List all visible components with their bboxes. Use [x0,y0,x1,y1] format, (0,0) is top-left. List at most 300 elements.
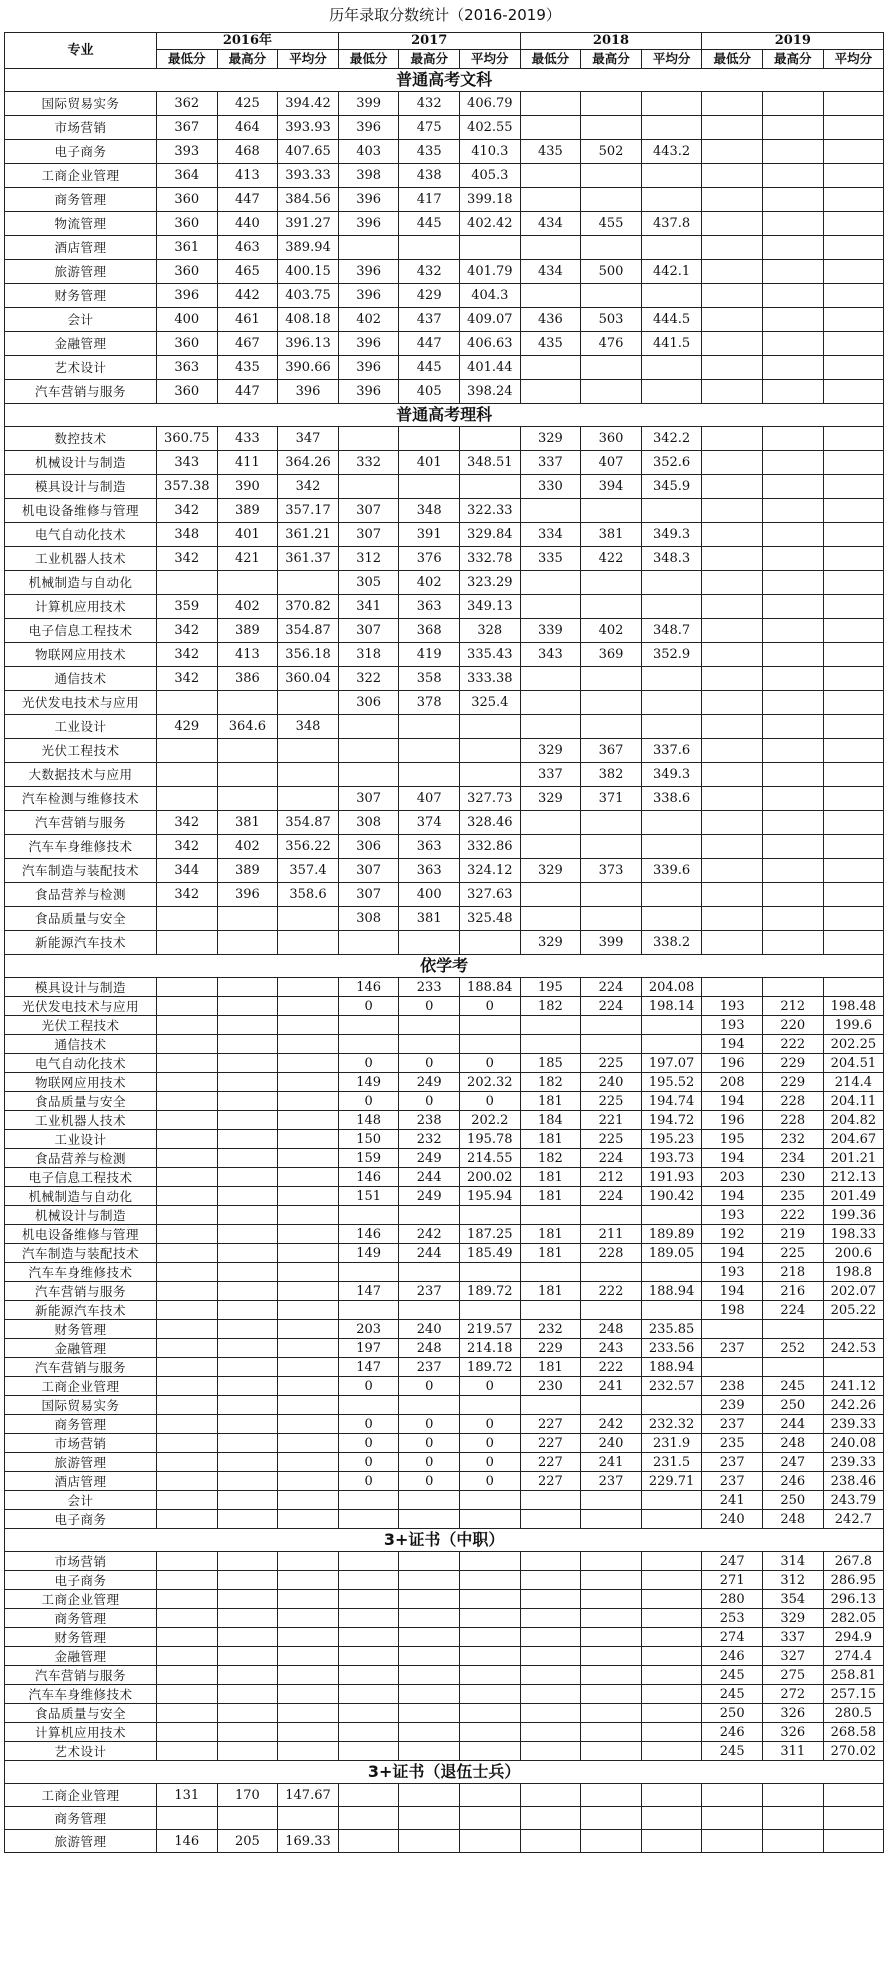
score-min-2016 [157,1339,218,1358]
score-max-2016 [217,1092,278,1111]
score-avg-2019 [823,116,884,140]
score-avg-2016 [278,1073,339,1092]
score-min-2018 [520,1491,581,1510]
score-max-2017 [399,1685,460,1704]
score-min-2016 [157,1358,218,1377]
score-max-2018 [581,1552,642,1571]
score-avg-2019: 198.48 [823,997,884,1016]
year-header-2017: 2017 [338,33,520,50]
year-header-2016: 2016年 [157,33,339,50]
score-min-2017 [338,1510,399,1529]
score-max-2019 [763,571,824,595]
score-min-2018: 329 [520,787,581,811]
score-min-2018: 227 [520,1415,581,1434]
score-min-2017: 0 [338,1092,399,1111]
score-min-2018 [520,284,581,308]
score-avg-2019 [823,883,884,907]
score-min-2018: 229 [520,1339,581,1358]
score-max-2017 [399,1742,460,1761]
score-min-2016: 393 [157,140,218,164]
score-max-2018 [581,1830,642,1853]
score-min-2018 [520,1510,581,1529]
score-min-2019 [702,260,763,284]
score-min-2016 [157,1704,218,1723]
score-min-2018 [520,1035,581,1054]
score-avg-2017 [460,1263,521,1282]
score-avg-2019 [823,260,884,284]
score-avg-2016 [278,1244,339,1263]
major-name: 物联网应用技术 [5,643,157,667]
score-max-2018 [581,595,642,619]
score-min-2019 [702,451,763,475]
table-row [5,284,884,308]
score-avg-2018 [641,1510,702,1529]
score-max-2017 [399,1647,460,1666]
score-max-2016 [217,1453,278,1472]
score-avg-2018: 231.5 [641,1453,702,1472]
score-max-2017: 0 [399,1472,460,1491]
major-name: 艺术设计 [5,1742,157,1761]
table-row [5,1453,884,1472]
table-row [5,1035,884,1054]
year-header-row [5,33,884,50]
table-row [5,1704,884,1723]
score-min-2017: 396 [338,188,399,212]
score-min-2017: 147 [338,1282,399,1301]
score-max-2017 [399,1263,460,1282]
score-max-2018: 225 [581,1130,642,1149]
score-min-2019 [702,284,763,308]
score-avg-2016: 361.37 [278,547,339,571]
score-max-2016: 433 [217,427,278,451]
score-min-2018: 232 [520,1320,581,1339]
table-row [5,1491,884,1510]
score-max-2019 [763,1784,824,1807]
score-min-2016: 343 [157,451,218,475]
table-row [5,1339,884,1358]
table-row [5,835,884,859]
table-row [5,188,884,212]
score-avg-2016: 364.26 [278,451,339,475]
table-row [5,1685,884,1704]
score-min-2019 [702,380,763,404]
major-name: 市场营销 [5,116,157,140]
score-max-2019 [763,883,824,907]
table-row [5,1666,884,1685]
score-min-2017 [338,1742,399,1761]
score-max-2016: 389 [217,499,278,523]
score-avg-2019: 202.07 [823,1282,884,1301]
min-score-header: 最低分 [702,50,763,69]
score-avg-2017: 409.07 [460,308,521,332]
score-max-2018 [581,1016,642,1035]
table-row [5,1187,884,1206]
score-avg-2018 [641,1206,702,1225]
major-name: 电子信息工程技术 [5,619,157,643]
score-max-2016 [217,1510,278,1529]
score-max-2017 [399,427,460,451]
score-max-2017 [399,763,460,787]
table-row [5,978,884,997]
table-row [5,1552,884,1571]
score-max-2018: 240 [581,1073,642,1092]
score-min-2017: 146 [338,1225,399,1244]
score-avg-2019 [823,308,884,332]
score-min-2018 [520,1704,581,1723]
max-score-header: 最高分 [581,50,642,69]
score-min-2017: 0 [338,1472,399,1491]
score-avg-2019 [823,547,884,571]
score-max-2016 [217,571,278,595]
score-avg-2016: 169.33 [278,1830,339,1853]
score-avg-2016: 354.87 [278,619,339,643]
score-avg-2018 [641,499,702,523]
score-max-2018: 237 [581,1472,642,1491]
score-min-2019 [702,116,763,140]
score-min-2017: 402 [338,308,399,332]
score-max-2017: 419 [399,643,460,667]
score-min-2016 [157,1111,218,1130]
table-row [5,883,884,907]
score-avg-2019 [823,92,884,116]
score-min-2017 [338,1666,399,1685]
score-min-2018: 195 [520,978,581,997]
score-max-2019: 212 [763,997,824,1016]
score-avg-2017: 348.51 [460,451,521,475]
score-max-2019: 228 [763,1111,824,1130]
score-min-2017: 149 [338,1073,399,1092]
score-min-2017: 308 [338,907,399,931]
score-min-2018 [520,1301,581,1320]
score-min-2016 [157,997,218,1016]
score-avg-2017 [460,1723,521,1742]
score-max-2018 [581,571,642,595]
score-avg-2016 [278,1552,339,1571]
score-max-2016 [217,739,278,763]
score-min-2017 [338,1035,399,1054]
major-name: 汽车营销与服务 [5,1358,157,1377]
score-max-2018 [581,1206,642,1225]
table-row [5,1609,884,1628]
score-max-2017: 244 [399,1168,460,1187]
score-avg-2018 [641,164,702,188]
score-avg-2018: 443.2 [641,140,702,164]
score-min-2017: 396 [338,380,399,404]
table-row [5,1590,884,1609]
score-avg-2018: 352.6 [641,451,702,475]
score-min-2016 [157,1377,218,1396]
score-min-2017 [338,1206,399,1225]
score-max-2017 [399,1301,460,1320]
major-name: 工业机器人技术 [5,547,157,571]
score-max-2018: 248 [581,1320,642,1339]
score-min-2017: 307 [338,619,399,643]
score-avg-2018 [641,1609,702,1628]
score-max-2017 [399,1016,460,1035]
major-name: 工商企业管理 [5,164,157,188]
major-name: 新能源汽车技术 [5,931,157,955]
score-max-2019 [763,1320,824,1339]
score-avg-2017: 398.24 [460,380,521,404]
score-max-2016: 440 [217,212,278,236]
score-min-2016 [157,1571,218,1590]
score-min-2018: 181 [520,1282,581,1301]
major-name: 财务管理 [5,1628,157,1647]
score-min-2018 [520,907,581,931]
score-avg-2017: 219.57 [460,1320,521,1339]
score-avg-2019: 268.58 [823,1723,884,1742]
score-max-2017: 445 [399,212,460,236]
score-max-2018 [581,356,642,380]
score-max-2018 [581,1723,642,1742]
score-max-2019: 326 [763,1704,824,1723]
score-avg-2019 [823,1358,884,1377]
score-min-2017: 0 [338,1377,399,1396]
major-name: 机电设备维修与管理 [5,1225,157,1244]
score-max-2018 [581,188,642,212]
major-name: 食品质量与安全 [5,1704,157,1723]
score-avg-2017 [460,1704,521,1723]
table-row [5,1830,884,1853]
score-max-2018: 502 [581,140,642,164]
score-min-2019 [702,643,763,667]
section-header-row [5,955,884,978]
score-avg-2016 [278,571,339,595]
score-min-2019 [702,499,763,523]
major-column-header: 专业 [5,33,157,69]
score-max-2016: 463 [217,236,278,260]
score-avg-2019 [823,787,884,811]
score-max-2017: 363 [399,835,460,859]
score-max-2016 [217,1415,278,1434]
score-max-2019: 327 [763,1647,824,1666]
score-min-2018: 182 [520,1149,581,1168]
score-avg-2018: 342.2 [641,427,702,451]
score-min-2016: 342 [157,667,218,691]
score-min-2016 [157,1035,218,1054]
table-row [5,619,884,643]
major-name: 模具设计与制造 [5,475,157,499]
score-min-2018: 339 [520,619,581,643]
score-min-2017: 396 [338,284,399,308]
score-avg-2019 [823,739,884,763]
score-min-2016 [157,1807,218,1830]
table-row [5,451,884,475]
score-max-2018: 402 [581,619,642,643]
score-min-2019: 196 [702,1111,763,1130]
min-score-header: 最低分 [338,50,399,69]
score-max-2018 [581,164,642,188]
score-avg-2017: 322.33 [460,499,521,523]
score-max-2018 [581,499,642,523]
score-max-2018: 399 [581,931,642,955]
score-max-2019 [763,739,824,763]
score-avg-2016 [278,1225,339,1244]
section-body [5,1529,884,1761]
score-min-2017: 396 [338,356,399,380]
score-avg-2016: 358.6 [278,883,339,907]
score-max-2019 [763,931,824,955]
score-max-2018 [581,907,642,931]
score-min-2017: 307 [338,883,399,907]
score-avg-2016: 391.27 [278,212,339,236]
score-min-2016: 342 [157,835,218,859]
score-avg-2017: 404.3 [460,284,521,308]
score-avg-2017: 0 [460,1434,521,1453]
score-min-2019 [702,212,763,236]
table-row [5,116,884,140]
score-max-2016: 205 [217,1830,278,1853]
score-min-2019 [702,1807,763,1830]
score-max-2016 [217,1396,278,1415]
score-avg-2019: 258.81 [823,1666,884,1685]
score-min-2018: 181 [520,1225,581,1244]
major-name: 汽车营销与服务 [5,811,157,835]
score-avg-2017: 189.72 [460,1358,521,1377]
score-avg-2016 [278,1282,339,1301]
score-max-2019: 248 [763,1434,824,1453]
major-name: 工业设计 [5,715,157,739]
score-max-2019 [763,811,824,835]
score-avg-2017 [460,427,521,451]
score-min-2019 [702,92,763,116]
avg-score-header: 平均分 [823,50,884,69]
score-max-2019: 250 [763,1491,824,1510]
score-min-2016: 360 [157,260,218,284]
score-avg-2017 [460,1301,521,1320]
score-max-2017: 363 [399,595,460,619]
score-avg-2019 [823,1320,884,1339]
score-avg-2017: 401.44 [460,356,521,380]
score-min-2018: 435 [520,140,581,164]
score-max-2016 [217,1685,278,1704]
score-min-2017: 147 [338,1358,399,1377]
score-max-2017 [399,1035,460,1054]
score-max-2016 [217,1282,278,1301]
score-min-2017 [338,1609,399,1628]
score-min-2017: 0 [338,1434,399,1453]
score-min-2017: 197 [338,1339,399,1358]
table-row [5,1784,884,1807]
score-avg-2017: 0 [460,1054,521,1073]
score-max-2019 [763,691,824,715]
score-max-2018: 369 [581,643,642,667]
section-title: 普通高考理科 [5,404,884,427]
score-max-2018: 394 [581,475,642,499]
score-max-2017: 447 [399,332,460,356]
score-max-2018: 225 [581,1054,642,1073]
score-avg-2018: 235.85 [641,1320,702,1339]
score-max-2017: 238 [399,1111,460,1130]
table-row [5,1054,884,1073]
major-name: 机械设计与制造 [5,1206,157,1225]
score-min-2016: 360 [157,188,218,212]
table-row [5,787,884,811]
score-max-2018: 422 [581,547,642,571]
score-max-2016: 413 [217,164,278,188]
table-row [5,1647,884,1666]
score-max-2016 [217,1016,278,1035]
major-name: 汽车营销与服务 [5,1282,157,1301]
score-max-2019: 252 [763,1339,824,1358]
score-avg-2018 [641,1647,702,1666]
score-avg-2018 [641,715,702,739]
score-avg-2018: 348.7 [641,619,702,643]
score-avg-2017: 325.48 [460,907,521,931]
score-min-2018: 181 [520,1168,581,1187]
major-name: 计算机应用技术 [5,1723,157,1742]
score-max-2017: 445 [399,356,460,380]
score-avg-2019: 239.33 [823,1453,884,1472]
score-min-2018 [520,164,581,188]
table-row [5,859,884,883]
section-title: 依学考 [5,955,884,978]
score-max-2018: 225 [581,1092,642,1111]
score-min-2016 [157,1282,218,1301]
score-avg-2017: 0 [460,1377,521,1396]
score-avg-2017: 214.55 [460,1149,521,1168]
major-name: 汽车营销与服务 [5,380,157,404]
score-max-2017: 432 [399,260,460,284]
score-avg-2019 [823,380,884,404]
score-min-2016 [157,691,218,715]
score-max-2017 [399,1206,460,1225]
score-min-2019 [702,739,763,763]
score-max-2018 [581,116,642,140]
score-avg-2018 [641,1590,702,1609]
score-max-2018 [581,1491,642,1510]
score-avg-2017: 401.79 [460,260,521,284]
score-avg-2017: 349.13 [460,595,521,619]
score-avg-2018: 442.1 [641,260,702,284]
score-min-2017 [338,931,399,955]
score-min-2019: 235 [702,1434,763,1453]
table-row [5,739,884,763]
score-min-2016: 429 [157,715,218,739]
score-max-2016: 468 [217,140,278,164]
score-min-2018: 434 [520,212,581,236]
score-avg-2019: 204.11 [823,1092,884,1111]
score-max-2019: 272 [763,1685,824,1704]
score-max-2016 [217,1647,278,1666]
score-min-2016: 396 [157,284,218,308]
score-max-2019 [763,547,824,571]
avg-score-header: 平均分 [460,50,521,69]
score-max-2016: 364.6 [217,715,278,739]
score-max-2019 [763,164,824,188]
score-max-2018: 242 [581,1415,642,1434]
major-name: 机械制造与自动化 [5,571,157,595]
score-max-2017 [399,1609,460,1628]
score-avg-2016 [278,1301,339,1320]
score-max-2019: 337 [763,1628,824,1647]
major-name: 会计 [5,1491,157,1510]
major-name: 市场营销 [5,1552,157,1571]
score-max-2016 [217,691,278,715]
table-row [5,931,884,955]
score-avg-2016 [278,997,339,1016]
score-min-2019: 203 [702,1168,763,1187]
score-max-2019 [763,260,824,284]
score-max-2016: 411 [217,451,278,475]
score-avg-2017 [460,475,521,499]
score-avg-2017: 402.42 [460,212,521,236]
score-min-2017: 322 [338,667,399,691]
score-min-2019: 250 [702,1704,763,1723]
score-min-2016 [157,1510,218,1529]
score-avg-2019 [823,1807,884,1830]
score-avg-2019: 243.79 [823,1491,884,1510]
